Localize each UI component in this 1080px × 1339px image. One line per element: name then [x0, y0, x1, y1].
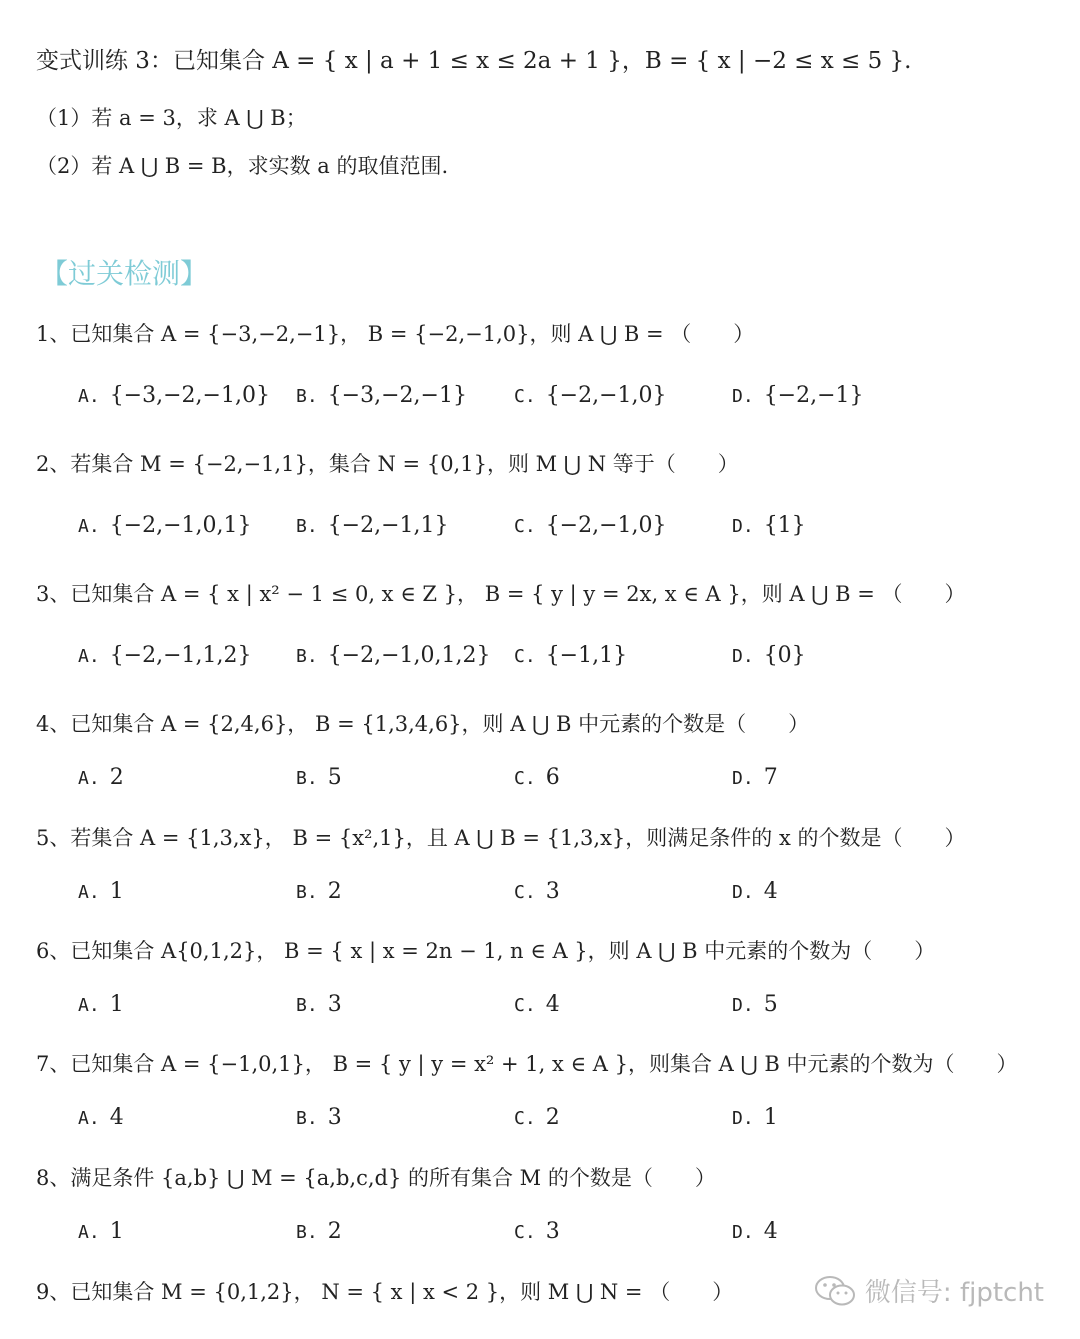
option-label: B.	[296, 768, 318, 789]
question-6-option-b	[296, 992, 342, 1017]
question-7-option-d	[732, 1105, 778, 1130]
question-3-option-d	[732, 643, 806, 668]
question-6-option-d	[732, 992, 778, 1017]
question-4-option-b	[296, 765, 342, 790]
question-4-stem: 4、已知集合 A = {2,4,6}， B = {1,3,4,6}，则 A ⋃ B 中元素的个数是（ ）	[36, 712, 810, 736]
option-label: B.	[296, 386, 318, 407]
option-value: 7	[763, 765, 778, 790]
option-value: 4	[545, 992, 560, 1017]
watermark	[813, 1272, 1044, 1309]
option-label: A.	[78, 995, 100, 1016]
question-5-option-c	[514, 879, 560, 904]
option-label: D.	[732, 882, 754, 903]
option-value: 4	[763, 879, 778, 904]
question-4-option-c	[514, 765, 560, 790]
question-5-stem: 5、若集合 A = {1,3,x}， B = {x²,1}，且 A ⋃ B = {1,3,x}，则满足条件的 x 的个数是（ ）	[36, 826, 966, 850]
question-2-option-d	[732, 513, 806, 538]
option-value: 2	[327, 879, 342, 904]
option-value: 2	[545, 1105, 560, 1130]
option-value: {−2,−1,0,1,2}	[327, 643, 491, 668]
option-label: C.	[514, 1222, 536, 1243]
question-5-option-a	[78, 879, 124, 904]
option-label: D.	[732, 768, 754, 789]
option-label: D.	[732, 516, 754, 537]
option-label: B.	[296, 882, 318, 903]
question-5-option-b	[296, 879, 342, 904]
option-value: {−2,−1,0,1}	[109, 513, 252, 538]
question-3-option-b	[296, 643, 491, 668]
intro-line-3: （2）若 A ⋃ B = B，求实数 a 的取值范围.	[36, 154, 449, 178]
question-7-option-a	[78, 1105, 124, 1130]
option-label: C.	[514, 882, 536, 903]
question-7-option-c	[514, 1105, 560, 1130]
question-1-option-a	[78, 383, 270, 408]
question-2-option-b	[296, 513, 449, 538]
question-7-stem: 7、已知集合 A = {−1,0,1}， B = { y | y = x² + 1, x ∈ A }，则集合 A ⋃ B 中元素的个数为（ ）	[36, 1052, 1018, 1076]
question-4-option-d	[732, 765, 778, 790]
option-value: 1	[109, 1219, 124, 1244]
watermark-text: 微信号: fjptcht	[864, 1278, 1044, 1308]
question-7-option-b	[296, 1105, 342, 1130]
intro-line-1: 变式训练 3：已知集合 A = { x | a + 1 ≤ x ≤ 2a + 1 }，B = { x | −2 ≤ x ≤ 5 }.	[36, 48, 912, 74]
option-value: 3	[545, 879, 560, 904]
option-label: C.	[514, 646, 536, 667]
option-value: 2	[327, 1219, 342, 1244]
option-value: {−2,−1,0}	[545, 513, 667, 538]
question-1-option-b	[296, 383, 467, 408]
question-1-stem: 1、已知集合 A = {−3,−2,−1}， B = {−2,−1,0}，则 A ⋃ B = （ ）	[36, 322, 755, 346]
option-label: B.	[296, 516, 318, 537]
question-5-option-d	[732, 879, 778, 904]
option-label: D.	[732, 1222, 754, 1243]
question-6-stem: 6、已知集合 A{0,1,2}， B = { x | x = 2n − 1, n ∈ A }，则 A ⋃ B 中元素的个数为（ ）	[36, 939, 936, 963]
option-value: 4	[763, 1219, 778, 1244]
option-value: 4	[109, 1105, 124, 1130]
question-8-option-b	[296, 1219, 342, 1244]
option-label: C.	[514, 768, 536, 789]
option-label: D.	[732, 995, 754, 1016]
question-2-stem: 2、若集合 M = {−2,−1,1}，集合 N = {0,1}，则 M ⋃ N 等于（ ）	[36, 452, 739, 476]
option-label: C.	[514, 1108, 536, 1129]
option-label: A.	[78, 882, 100, 903]
option-value: 3	[327, 1105, 342, 1130]
question-1-option-c	[514, 383, 667, 408]
option-value: 1	[109, 992, 124, 1017]
option-value: 2	[109, 765, 124, 790]
option-value: {−3,−2,−1}	[327, 383, 467, 408]
option-label: A.	[78, 386, 100, 407]
question-3-option-c	[514, 643, 627, 668]
option-label: A.	[78, 1108, 100, 1129]
question-8-stem: 8、满足条件 {a,b} ⋃ M = {a,b,c,d} 的所有集合 M 的个数是（ ）	[36, 1166, 716, 1190]
option-value: 5	[763, 992, 778, 1017]
question-6-option-c	[514, 992, 560, 1017]
option-label: A.	[78, 1222, 100, 1243]
option-value: {−2,−1,1,2}	[109, 643, 252, 668]
option-label: A.	[78, 516, 100, 537]
question-8-option-d	[732, 1219, 778, 1244]
intro-line-2: （1）若 a = 3，求 A ⋃ B；	[36, 106, 307, 130]
option-label: B.	[296, 995, 318, 1016]
option-label: C.	[514, 995, 536, 1016]
question-6-option-a	[78, 992, 124, 1017]
option-label: D.	[732, 386, 754, 407]
option-value: {−2,−1}	[763, 383, 864, 408]
question-8-option-a	[78, 1219, 124, 1244]
option-value: 6	[545, 765, 560, 790]
option-value: {1}	[763, 513, 806, 538]
question-9-stem: 9、已知集合 M = {0,1,2}， N = { x | x < 2 }，则 M ⋃ N = （ ）	[36, 1280, 734, 1304]
option-value: 3	[545, 1219, 560, 1244]
option-value: 5	[327, 765, 342, 790]
option-label: C.	[514, 516, 536, 537]
option-label: C.	[514, 386, 536, 407]
question-8-option-c	[514, 1219, 560, 1244]
option-value: {−2,−1,1}	[327, 513, 449, 538]
option-value: {−2,−1,0}	[545, 383, 667, 408]
option-label: A.	[78, 646, 100, 667]
option-value: {−1,1}	[545, 643, 628, 668]
option-label: B.	[296, 1222, 318, 1243]
option-value: {−3,−2,−1,0}	[109, 383, 270, 408]
option-label: B.	[296, 1108, 318, 1129]
option-value: 1	[109, 879, 124, 904]
option-value: 1	[763, 1105, 778, 1130]
question-2-option-c	[514, 513, 667, 538]
question-3-option-a	[78, 643, 252, 668]
option-label: A.	[78, 768, 100, 789]
option-label: D.	[732, 1108, 754, 1129]
option-label: D.	[732, 646, 754, 667]
wechat-icon	[813, 1274, 857, 1308]
section-title: 【过关检测】	[40, 257, 209, 290]
option-label: B.	[296, 646, 318, 667]
question-2-option-a	[78, 513, 252, 538]
option-value: {0}	[763, 643, 806, 668]
option-value: 3	[327, 992, 342, 1017]
question-1-option-d	[732, 383, 864, 408]
question-4-option-a	[78, 765, 124, 790]
question-3-stem: 3、已知集合 A = { x | x² − 1 ≤ 0, x ∈ Z }， B = { y | y = 2x, x ∈ A }，则 A ⋃ B = （ ）	[36, 582, 966, 606]
